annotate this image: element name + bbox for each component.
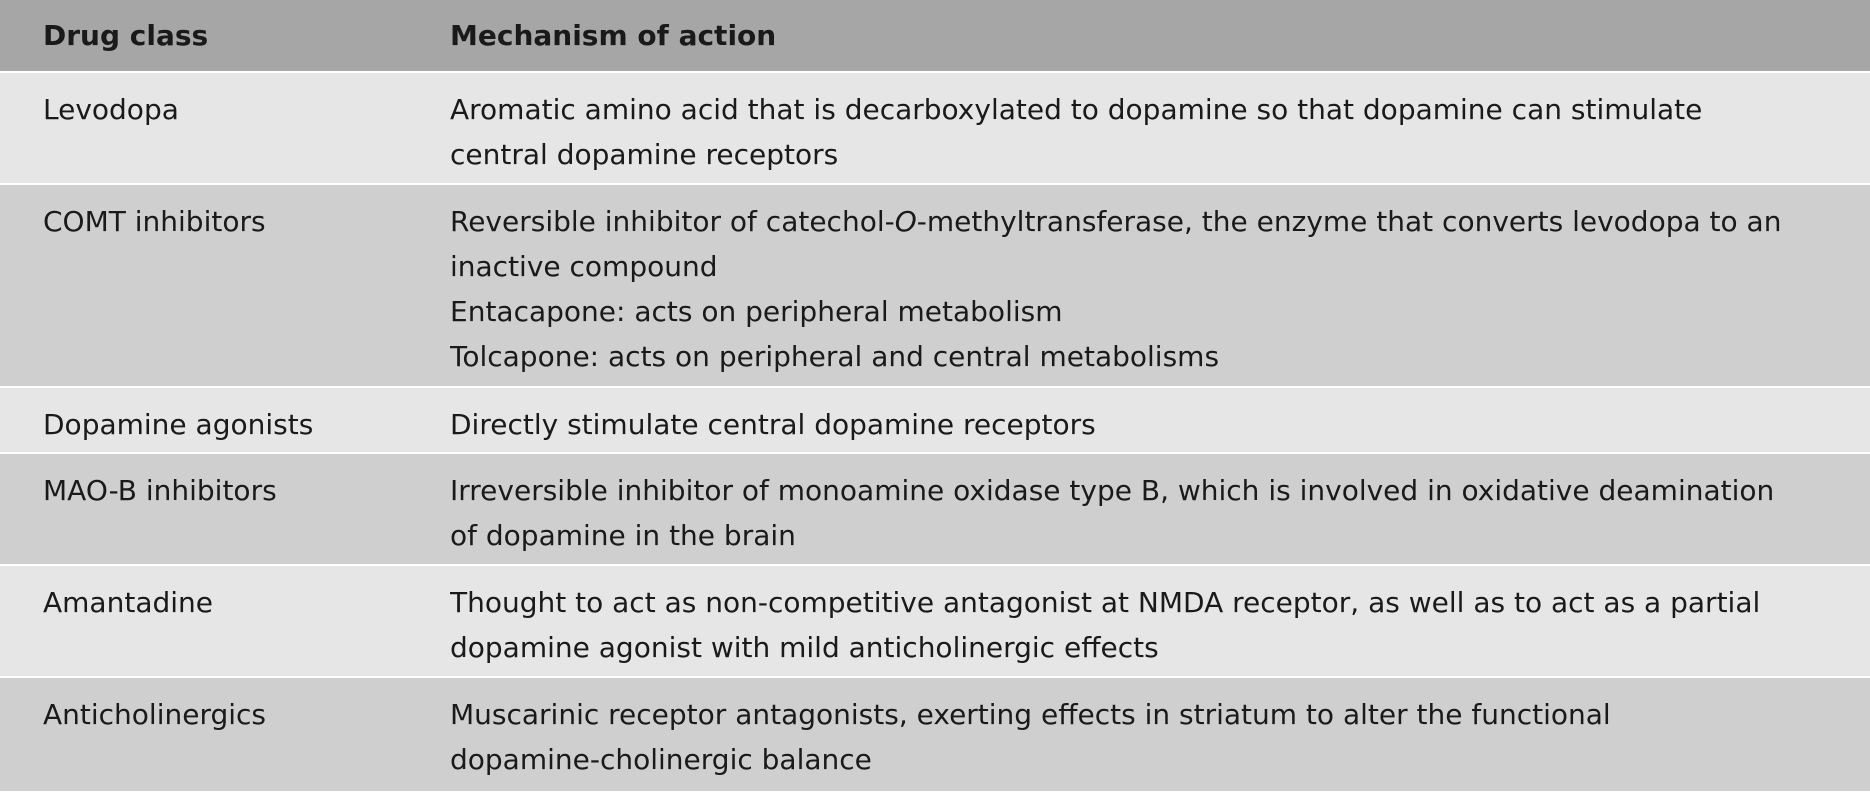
mechanism-line: inactive compound xyxy=(450,250,718,283)
mechanism-line xyxy=(450,199,1850,244)
row-comt-mechanism xyxy=(450,185,1870,388)
mechanism-line: Directly stimulate central dopamine receptors xyxy=(450,408,1096,441)
row-amantadine-class: Amantadine xyxy=(0,566,450,678)
mechanism-italic: O xyxy=(894,205,917,238)
row-maob-class: MAO-B inhibitors xyxy=(0,454,450,566)
mechanism-line: dopamine-cholinergic balance xyxy=(450,743,872,776)
row-levodopa-mechanism xyxy=(450,73,1870,185)
mechanism-line: Aromatic amino acid that is decarboxylated to dopamine so that dopamine can stimulate xyxy=(450,93,1703,126)
mechanism-line: of dopamine in the brain xyxy=(450,519,796,552)
row-anticholinergics-class: Anticholinergics xyxy=(0,678,450,793)
row-maob-mechanism xyxy=(450,454,1870,566)
header-drug-class: Drug class xyxy=(0,0,450,73)
row-amantadine-mechanism xyxy=(450,566,1870,678)
mechanism-line: Tolcapone: acts on peripheral and central metabolisms xyxy=(450,340,1220,373)
mechanism-suffix: -methyltransferase, the enzyme that converts levodopa to an xyxy=(916,205,1782,238)
mechanism-line: Thought to act as non-competitive antagonist at NMDA receptor, as well as to act as a partial xyxy=(450,586,1761,619)
row-comt-class: COMT inhibitors xyxy=(0,185,450,388)
header-mechanism: Mechanism of action xyxy=(450,0,1870,73)
mechanism-prefix: Reversible inhibitor of catechol- xyxy=(450,205,895,238)
mechanism-line: central dopamine receptors xyxy=(450,138,839,171)
mechanism-line: Irreversible inhibitor of monoamine oxidase type B, which is involved in oxidative deamination xyxy=(450,474,1775,507)
row-dopamine-agonists-mechanism xyxy=(450,388,1870,454)
mechanism-line: dopamine agonist with mild anticholinergic effects xyxy=(450,631,1159,664)
row-dopamine-agonists-class: Dopamine agonists xyxy=(0,388,450,454)
mechanism-line: Muscarinic receptor antagonists, exerting effects in striatum to alter the functional xyxy=(450,698,1611,731)
row-anticholinergics-mechanism xyxy=(450,678,1870,793)
mechanism-line: Entacapone: acts on peripheral metabolism xyxy=(450,295,1063,328)
row-levodopa-class: Levodopa xyxy=(0,73,450,185)
